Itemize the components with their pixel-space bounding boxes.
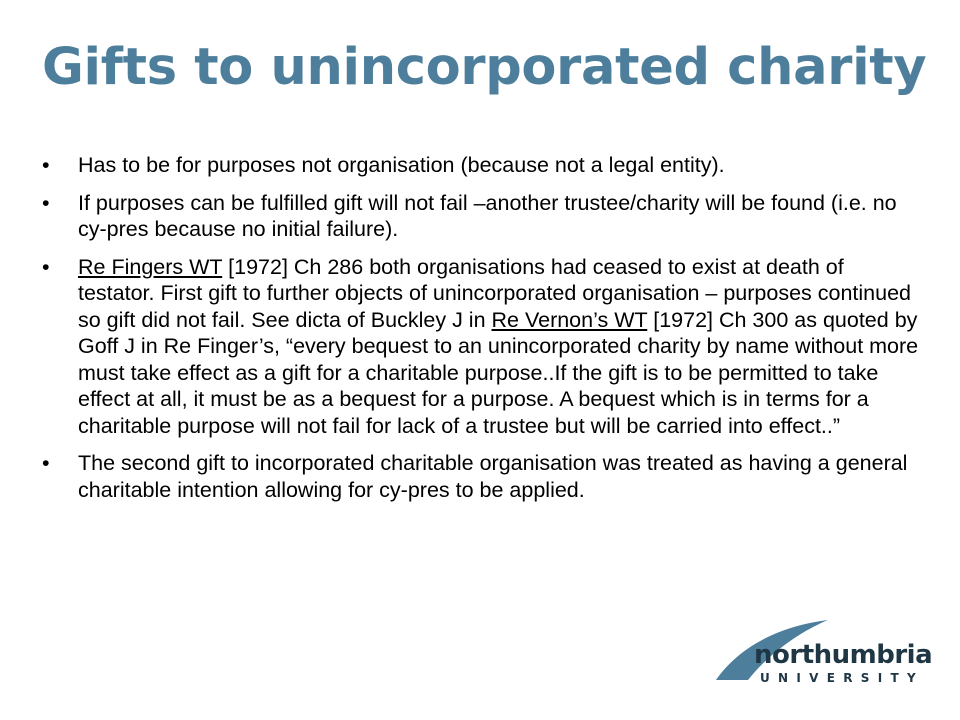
case-citation-fingers: Re Fingers WT xyxy=(78,254,223,279)
bullet-text: [1972] Ch 300 as quoted by Goff J in Re Finger’s, “every bequest to an unincorporated charity by name without more must take effect as a gift for a charitable purpose..If the gift is to be permitted to take effect at all, it must be as a bequest for a purpose. A bequest which is in terms for a charitable purpose will not fail for lack of a trustee but will be carried into effect..” xyxy=(78,307,919,438)
slide-title: Gifts to unincorporated charity xyxy=(42,38,927,97)
case-citation-vernon: Re Vernon’s WT xyxy=(491,307,648,332)
bullet-dot: • xyxy=(42,254,50,279)
bullet-text: The second gift to incorporated charitable organisation was treated as having a general charitable intention allowing for cy-pres to be applied. xyxy=(78,451,908,502)
bullet-item xyxy=(42,152,922,179)
bullet-text: [1972] Ch 286 both organisations had ceased to exist at death of testator. First gift to further objects of unincorporated organisation – purposes continued so gift did not fail. See dicta of Buckley J in xyxy=(78,254,912,332)
bullet-dot: • xyxy=(42,190,50,215)
bullet-dot: • xyxy=(42,153,50,177)
logo-wordmark: northumbria xyxy=(754,640,933,670)
bullet-item xyxy=(42,450,922,503)
bullet-item xyxy=(42,190,922,243)
bullet-item xyxy=(42,254,922,440)
bullet-text: Has to be for purposes not organisation (because not a legal entity). xyxy=(78,153,725,177)
bullet-text: If purposes can be fulfilled gift will not fail –another trustee/charity will be found (i.e. no cy-pres because no initial failure). xyxy=(78,190,897,241)
bullet-list xyxy=(42,152,922,514)
bullet-dot: • xyxy=(42,451,50,475)
logo-subtitle: UNIVERSITY xyxy=(760,671,924,685)
university-logo xyxy=(708,612,933,692)
